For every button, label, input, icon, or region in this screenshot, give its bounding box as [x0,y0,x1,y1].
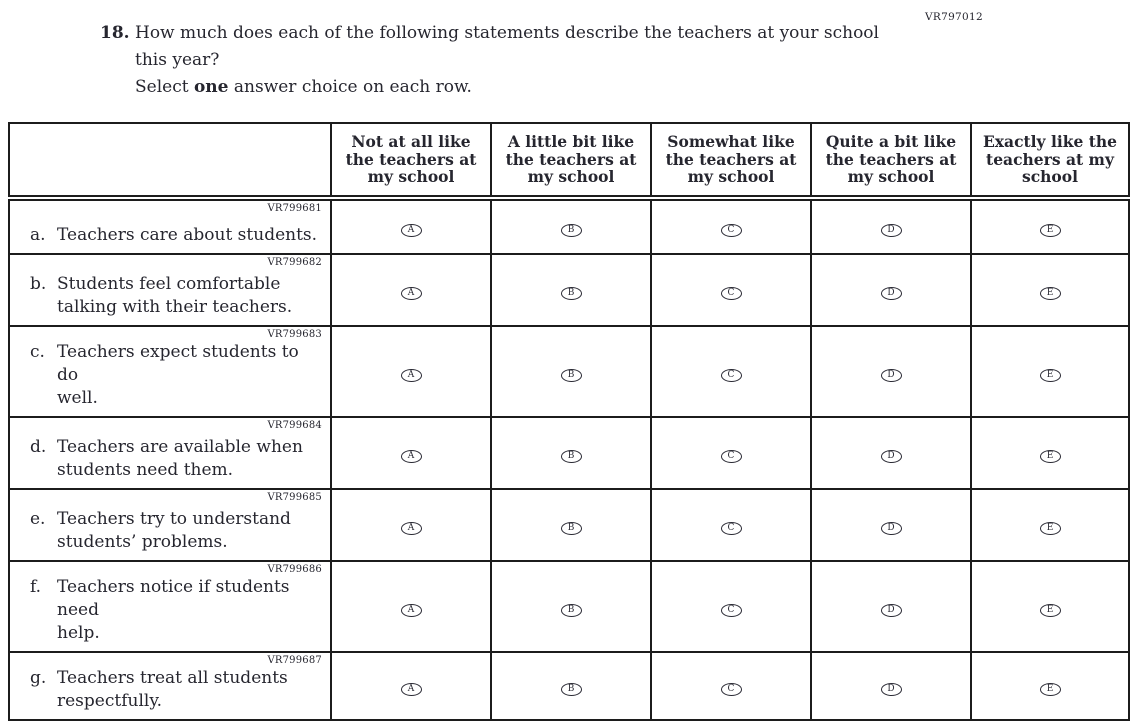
row-letter: e. [30,509,46,529]
column-header-a-little-bit: A little bit like the teachers at my school [491,123,651,198]
corner-cell [9,123,331,198]
answer-bubble-row-g-option-C[interactable]: C [721,683,742,696]
option-cell-e-A [331,489,491,561]
instruction-prefix: Select [135,77,194,97]
table-row-e [9,489,1129,561]
row-letter: b. [30,274,47,294]
answer-bubble-row-e-option-E[interactable]: E [1040,522,1061,535]
row-code: VR799683 [267,329,322,340]
statement-cell-a [9,198,331,254]
instruction-bold-word: one [193,77,229,97]
option-cell-c-D [811,326,971,417]
table-row-c [9,326,1129,417]
answer-bubble-row-e-option-D[interactable]: D [881,522,902,535]
option-cell-g-A [331,652,491,720]
answer-bubble-row-d-option-B[interactable]: B [561,450,582,463]
column-header-quite-a-bit: Quite a bit like the teachers at my school [811,123,971,198]
answer-bubble-row-b-option-D[interactable]: D [881,287,902,300]
option-cell-e-E [971,489,1129,561]
column-header-exactly: Exactly like the teachers at my school [971,123,1129,198]
option-cell-d-A [331,417,491,489]
option-cell-b-E [971,254,1129,326]
row-letter: f. [30,577,42,597]
option-cell-c-B [491,326,651,417]
table-row-d [9,417,1129,489]
table-row-a [9,198,1129,254]
instruction-suffix: answer choice on each row. [228,77,472,97]
table-row-b [9,254,1129,326]
column-header-somewhat: Somewhat like the teachers at my school [651,123,811,198]
option-cell-b-B [491,254,651,326]
option-cell-d-E [971,417,1129,489]
option-cell-a-B [491,198,651,254]
row-code: VR799682 [267,257,322,268]
option-cell-e-D [811,489,971,561]
answer-bubble-row-d-option-D[interactable]: D [881,450,902,463]
answer-bubble-row-f-option-E[interactable]: E [1040,604,1061,617]
option-cell-b-C [651,254,811,326]
answer-bubble-row-b-option-A[interactable]: A [401,287,422,300]
answer-bubble-row-a-option-C[interactable]: C [721,224,742,237]
row-letter: c. [30,342,45,362]
answer-bubble-row-d-option-E[interactable]: E [1040,450,1061,463]
option-cell-b-D [811,254,971,326]
table-row-g [9,652,1129,720]
row-letter: a. [30,225,46,245]
option-cell-f-D [811,561,971,652]
option-cell-c-C [651,326,811,417]
header-row [9,123,1129,198]
option-cell-d-C [651,417,811,489]
option-cell-f-C [651,561,811,652]
option-cell-c-A [331,326,491,417]
option-cell-a-A [331,198,491,254]
answer-grid [8,122,1130,721]
answer-bubble-row-e-option-A[interactable]: A [401,522,422,535]
option-cell-a-E [971,198,1129,254]
answer-bubble-row-c-option-E[interactable]: E [1040,369,1061,382]
answer-bubble-row-g-option-E[interactable]: E [1040,683,1061,696]
answer-bubble-row-a-option-B[interactable]: B [561,224,582,237]
option-cell-a-C [651,198,811,254]
row-letter: g. [30,668,47,688]
answer-bubble-row-g-option-A[interactable]: A [401,683,422,696]
answer-bubble-row-e-option-C[interactable]: C [721,522,742,535]
statement-text: d. Teachers are available when students need them. [30,437,303,480]
question-instruction [135,77,472,97]
answer-bubble-row-a-option-D[interactable]: D [881,224,902,237]
row-code: VR799687 [267,655,322,666]
option-cell-g-C [651,652,811,720]
answer-bubble-row-d-option-A[interactable]: A [401,450,422,463]
option-cell-f-A [331,561,491,652]
option-cell-g-B [491,652,651,720]
option-cell-c-E [971,326,1129,417]
row-letter: d. [30,437,47,457]
statement-cell-f [9,561,331,652]
option-cell-b-A [331,254,491,326]
statement-cell-d [9,417,331,489]
answer-bubble-row-c-option-B[interactable]: B [561,369,582,382]
answer-bubble-row-a-option-A[interactable]: A [401,224,422,237]
answer-bubble-row-c-option-A[interactable]: A [401,369,422,382]
answer-bubble-row-c-option-D[interactable]: D [881,369,902,382]
statement-text: c. Teachers expect students to do well. [30,342,299,408]
question [100,20,900,74]
statement-cell-e [9,489,331,561]
option-cell-e-C [651,489,811,561]
row-code: VR799684 [267,420,322,431]
statement-text: f. Teachers notice if students need help. [30,577,290,643]
statement-cell-c [9,326,331,417]
answer-bubble-row-e-option-B[interactable]: B [561,522,582,535]
answer-bubble-row-f-option-A[interactable]: A [401,604,422,617]
row-code: VR799681 [267,203,322,214]
option-cell-g-E [971,652,1129,720]
answer-bubble-row-f-option-C[interactable]: C [721,604,742,617]
statement-text: g. Teachers treat all students respectfully. [30,668,288,711]
column-header-not-at-all: Not at all like the teachers at my school [331,123,491,198]
answer-bubble-row-d-option-C[interactable]: C [721,450,742,463]
option-cell-g-D [811,652,971,720]
option-cell-a-D [811,198,971,254]
answer-bubble-row-a-option-E[interactable]: E [1040,224,1061,237]
answer-bubble-row-f-option-D[interactable]: D [881,604,902,617]
option-cell-f-B [491,561,651,652]
statement-cell-b [9,254,331,326]
form-code: VR797012 [925,11,983,23]
statement-text: e. Teachers try to understand students’ problems. [30,509,291,552]
question-text: How much does each of the following statements describe the teachers at your school this year? [135,23,879,70]
answer-bubble-row-g-option-D[interactable]: D [881,683,902,696]
answer-bubble-row-f-option-B[interactable]: B [561,604,582,617]
answer-bubble-row-b-option-E[interactable]: E [1040,287,1061,300]
statement-text: b. Students feel comfortable talking with their teachers. [30,274,293,317]
table-row-f [9,561,1129,652]
answer-bubble-row-c-option-C[interactable]: C [721,369,742,382]
option-cell-d-D [811,417,971,489]
option-cell-e-B [491,489,651,561]
answer-bubble-row-b-option-B[interactable]: B [561,287,582,300]
answer-bubble-row-b-option-C[interactable]: C [721,287,742,300]
statement-text: a. Teachers care about students. [30,225,318,245]
row-code: VR799686 [267,564,322,575]
question-number: 18. [100,23,130,43]
answer-bubble-row-g-option-B[interactable]: B [561,683,582,696]
option-cell-d-B [491,417,651,489]
statement-cell-g [9,652,331,720]
row-code: VR799685 [267,492,322,503]
option-cell-f-E [971,561,1129,652]
